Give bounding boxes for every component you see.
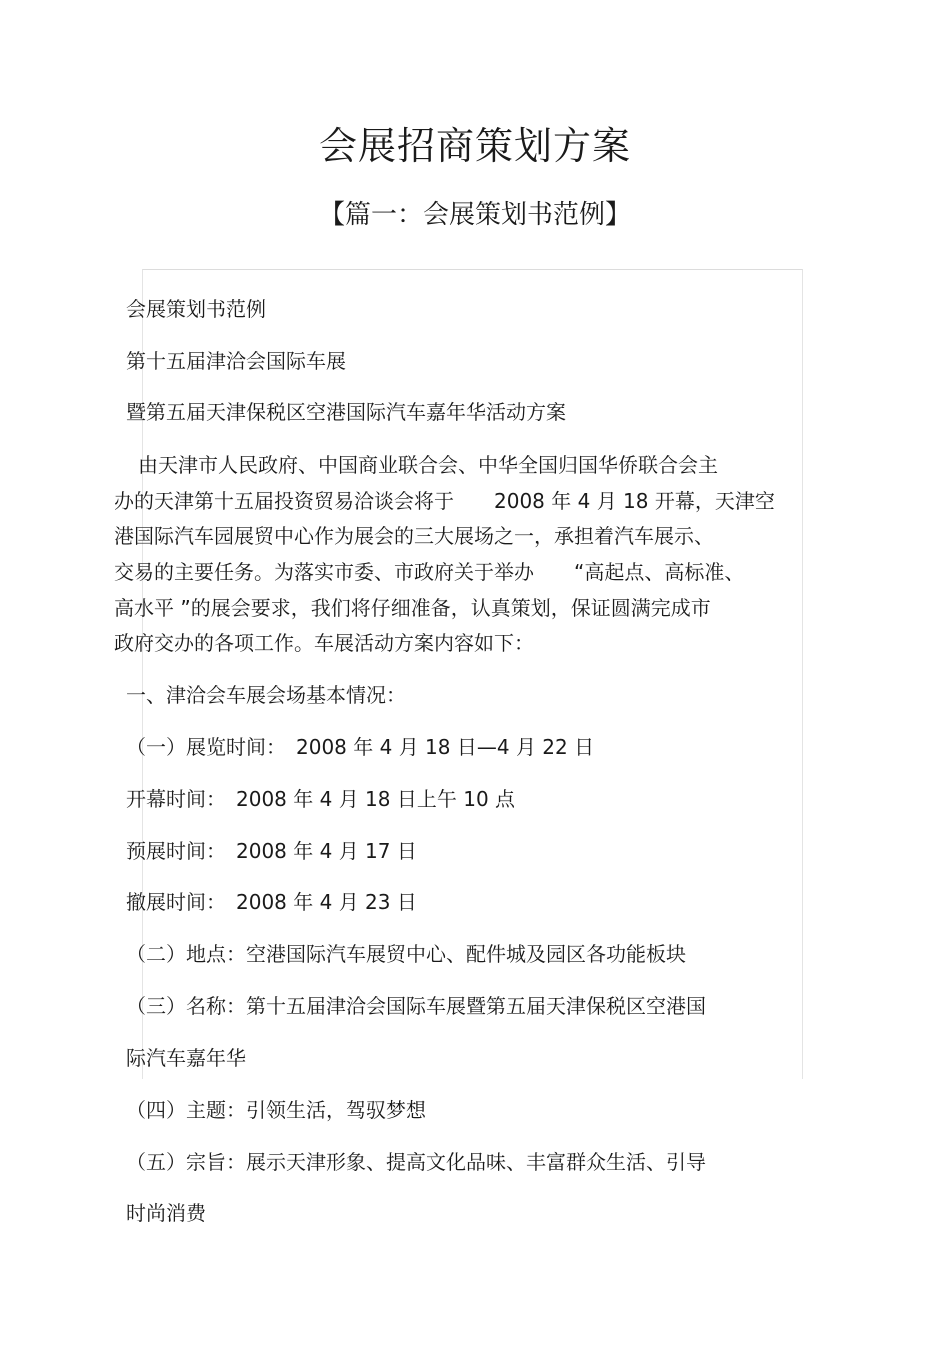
intro-line-5: 高水平 ”的展会要求，我们将仔细准备，认真策划，保证圆满完成市 (114, 596, 711, 620)
intro-line-1: 由天津市人民政府、中国商业联合会、中华全国归国华侨联合会主 (138, 453, 718, 477)
item-theme: （四）主题：引领生活，驾驭梦想 (126, 1098, 426, 1122)
section-1-title: 一、津洽会车展会场基本情况： (126, 683, 406, 707)
intro-line-4: 交易的主要任务。为落实市委、市政府关于举办 “高起点、高标准、 (114, 560, 745, 584)
intro-line-3: 港国际汽车园展贸中心作为展会的三大展场之一，承担着汽车展示、 (114, 524, 714, 548)
item-preview-time: 预展时间： 2008 年 4 月 17 日 (126, 839, 417, 863)
intro-line-2: 办的天津第十五届投资贸易洽谈会将于 2008 年 4 月 18 开幕，天津空 (114, 489, 775, 513)
item-opening-time: 开幕时间： 2008 年 4 月 18 日上午 10 点 (126, 787, 516, 811)
item-teardown-time: 撤展时间： 2008 年 4 月 23 日 (126, 890, 417, 914)
item-purpose-line-1: （五）宗旨：展示天津形象、提高文化品味、丰富群众生活、引导 (126, 1150, 706, 1174)
item-purpose-line-2: 时尚消费 (126, 1201, 206, 1225)
item-name-line-1: （三）名称：第十五届津洽会国际车展暨第五届天津保税区空港国 (126, 994, 706, 1018)
document-title: 会展招商策划方案 (318, 124, 631, 168)
intro-line-6: 政府交办的各项工作。车展活动方案内容如下： (114, 631, 534, 655)
heading-plan: 暨第五届天津保税区空港国际汽车嘉年华活动方案 (126, 400, 566, 424)
document-subtitle: 【篇一：会展策划书范例】 (318, 200, 631, 230)
item-location: （二）地点：空港国际汽车展贸中心、配件城及园区各功能板块 (126, 942, 686, 966)
heading-event: 第十五届津洽会国际车展 (126, 349, 346, 373)
item-name-line-2: 际汽车嘉年华 (126, 1046, 246, 1070)
item-exhibition-time: （一）展览时间： 2008 年 4 月 18 日—4 月 22 日 (126, 735, 595, 759)
heading-example: 会展策划书范例 (126, 297, 266, 321)
